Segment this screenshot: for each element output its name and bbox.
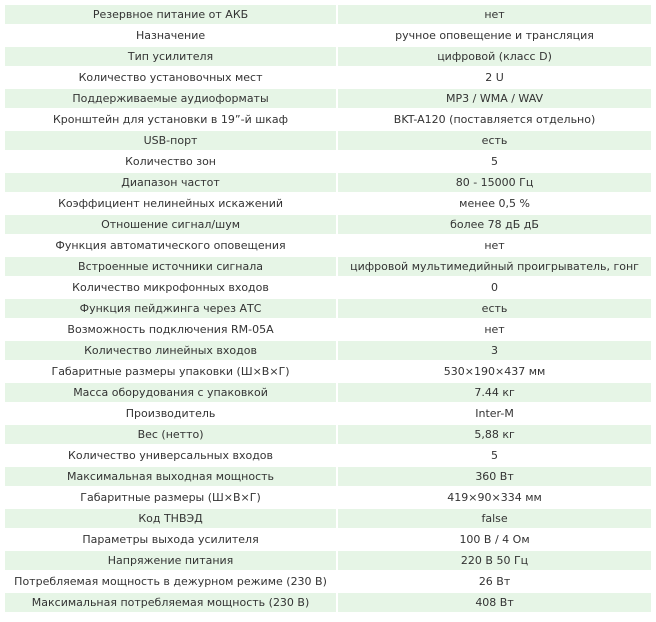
spec-value: нет: [338, 5, 651, 24]
spec-row: [5, 5, 651, 24]
spec-name: Функция автоматического оповещения: [5, 236, 336, 255]
spec-value: есть: [338, 131, 651, 150]
spec-name: Габаритные размеры упаковки (Ш×В×Г): [5, 362, 336, 381]
spec-value: 220 В 50 Гц: [338, 551, 651, 570]
spec-row: [5, 131, 651, 150]
spec-row: [5, 362, 651, 381]
spec-row: [5, 467, 651, 486]
spec-value: 0: [338, 278, 651, 297]
spec-value: менее 0,5 %: [338, 194, 651, 213]
spec-row: [5, 152, 651, 171]
spec-value: 26 Вт: [338, 572, 651, 591]
spec-value: более 78 дБ дБ: [338, 215, 651, 234]
spec-value: 419×90×334 мм: [338, 488, 651, 507]
spec-name: USB-порт: [5, 131, 336, 150]
spec-name: Максимальная выходная мощность: [5, 467, 336, 486]
spec-row: [5, 446, 651, 465]
spec-value: 100 В / 4 Ом: [338, 530, 651, 549]
spec-name: Тип усилителя: [5, 47, 336, 66]
spec-row: [5, 404, 651, 423]
spec-name: Резервное питание от АКБ: [5, 5, 336, 24]
spec-row: [5, 320, 651, 339]
spec-name: Напряжение питания: [5, 551, 336, 570]
spec-row: [5, 215, 651, 234]
spec-value: 5: [338, 152, 651, 171]
spec-name: Отношение сигнал/шум: [5, 215, 336, 234]
spec-value: цифровой мультимедийный проигрыватель, гонг: [338, 257, 651, 276]
spec-name: Количество зон: [5, 152, 336, 171]
spec-row: [5, 341, 651, 360]
spec-name: Назначение: [5, 26, 336, 45]
spec-name: Встроенные источники сигнала: [5, 257, 336, 276]
spec-value: 80 - 15000 Гц: [338, 173, 651, 192]
spec-name: Масса оборудования с упаковкой: [5, 383, 336, 402]
spec-name: Производитель: [5, 404, 336, 423]
spec-row: [5, 425, 651, 444]
spec-name: Возможность подключения RM-05A: [5, 320, 336, 339]
spec-row: [5, 236, 651, 255]
spec-row: [5, 509, 651, 528]
spec-name: Количество линейных входов: [5, 341, 336, 360]
spec-name: Функция пейджинга через АТС: [5, 299, 336, 318]
spec-value: Inter-M: [338, 404, 651, 423]
spec-name: Количество микрофонных входов: [5, 278, 336, 297]
spec-value: цифровой (класс D): [338, 47, 651, 66]
spec-name: Параметры выхода усилителя: [5, 530, 336, 549]
spec-row: [5, 173, 651, 192]
spec-row: [5, 68, 651, 87]
spec-value: 2 U: [338, 68, 651, 87]
spec-row: [5, 278, 651, 297]
spec-value: есть: [338, 299, 651, 318]
spec-value: нет: [338, 236, 651, 255]
spec-value: 360 Вт: [338, 467, 651, 486]
spec-row: [5, 593, 651, 612]
spec-row: [5, 257, 651, 276]
spec-name: Диапазон частот: [5, 173, 336, 192]
spec-value: false: [338, 509, 651, 528]
spec-name: Количество установочных мест: [5, 68, 336, 87]
spec-row: [5, 530, 651, 549]
spec-name: Габаритные размеры (Ш×В×Г): [5, 488, 336, 507]
spec-value: 3: [338, 341, 651, 360]
spec-row: [5, 572, 651, 591]
spec-name: Вес (нетто): [5, 425, 336, 444]
spec-value: ручное оповещение и трансляция: [338, 26, 651, 45]
spec-row: [5, 488, 651, 507]
spec-row: [5, 194, 651, 213]
spec-name: Поддерживаемые аудиоформаты: [5, 89, 336, 108]
spec-value: MP3 / WMA / WAV: [338, 89, 651, 108]
spec-row: [5, 110, 651, 129]
spec-value: 408 Вт: [338, 593, 651, 612]
spec-name: Код ТНВЭД: [5, 509, 336, 528]
spec-row: [5, 551, 651, 570]
spec-value: 530×190×437 мм: [338, 362, 651, 381]
spec-value: 7.44 кг: [338, 383, 651, 402]
specifications-body: [5, 5, 651, 612]
spec-value: нет: [338, 320, 651, 339]
spec-row: [5, 299, 651, 318]
specifications-table: [3, 3, 653, 614]
spec-row: [5, 383, 651, 402]
spec-name: Кронштейн для установки в 19”-й шкаф: [5, 110, 336, 129]
spec-value: 5: [338, 446, 651, 465]
spec-name: Количество универсальных входов: [5, 446, 336, 465]
spec-name: Потребляемая мощность в дежурном режиме (230 В): [5, 572, 336, 591]
spec-name: Коэффициент нелинейных искажений: [5, 194, 336, 213]
spec-row: [5, 26, 651, 45]
spec-row: [5, 89, 651, 108]
spec-value: 5,88 кг: [338, 425, 651, 444]
spec-name: Максимальная потребляемая мощность (230 В): [5, 593, 336, 612]
spec-row: [5, 47, 651, 66]
spec-value: BKT-A120 (поставляется отдельно): [338, 110, 651, 129]
